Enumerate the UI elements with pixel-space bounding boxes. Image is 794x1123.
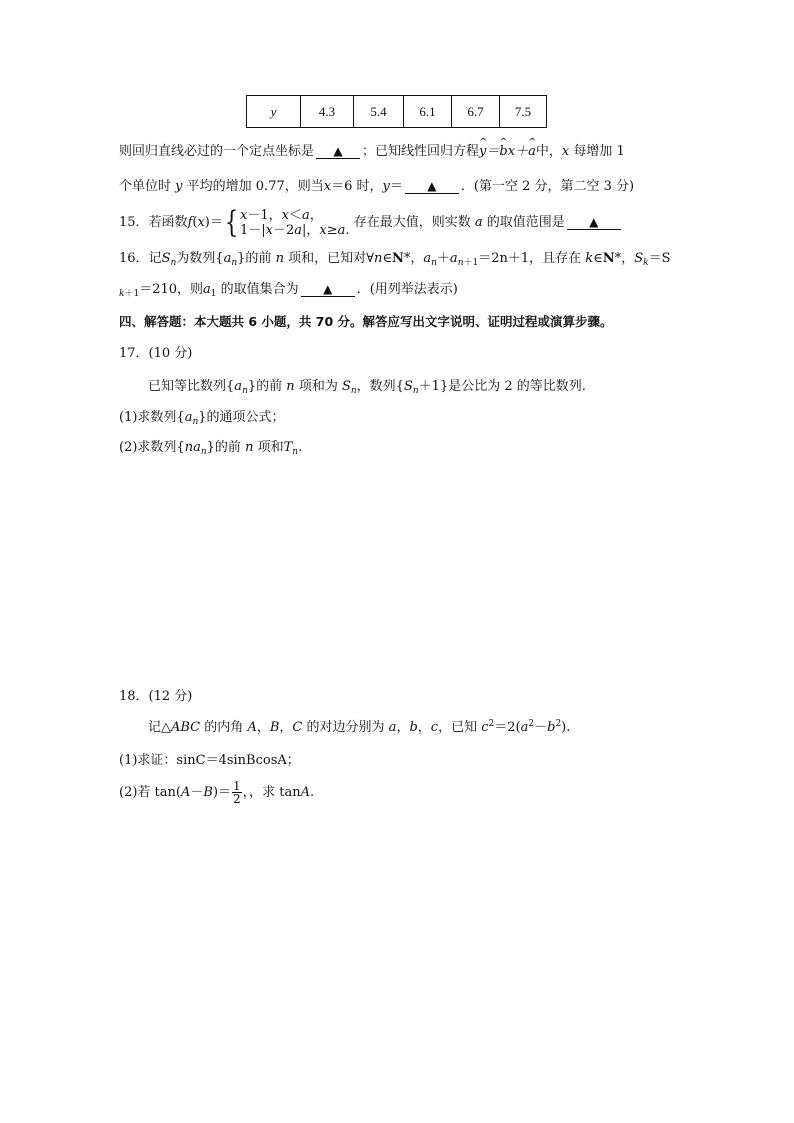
table-row: [247, 96, 547, 128]
answer-blank: [567, 215, 621, 230]
q14-text: ＝6 时，: [331, 179, 383, 194]
q18-text: 记△: [148, 720, 171, 735]
q17-text: 的通项公式；: [206, 410, 285, 425]
q17-text: 项和为: [298, 379, 338, 394]
q14-text: 则回归直线必过的一个定点坐标是: [119, 144, 315, 159]
q16-text: ，: [621, 251, 635, 266]
q15-text: 的取值范围是: [486, 215, 565, 230]
q17-text: 是公比为 2 的等比数列.: [448, 379, 586, 394]
table-cell: 5.4: [354, 96, 404, 128]
q16-text: 的取值集合为: [220, 282, 299, 297]
q18-stem: 记△ABC 的内角 A，B，C 的对边分别为 a，b，c，已知 $c^2=2(a^2-b^2)$.: [148, 719, 571, 735]
q16-text: ＝2n＋1，且存在: [478, 251, 582, 266]
q17-text: (2)求数列: [119, 440, 177, 455]
q14-text: ；已知线性回归方程: [362, 144, 480, 159]
answer-blank: [405, 179, 459, 194]
table-cell: 6.1: [404, 96, 452, 128]
blank-mark: ▲: [589, 215, 599, 229]
question-number: 16．: [119, 251, 149, 266]
fraction-one-half: $\frac{1}{2}$: [233, 779, 241, 806]
q18-text: 的内角: [204, 720, 244, 735]
table-cell: 4.3: [301, 96, 354, 128]
q16-line1: 16．记$S_n$为数列$\{a_n\}$的前 n 项和，已知对∀n∈N*，$a_n+a_{n+1}=2n+1$，且存在 k∈N*，$S_k=S$: [119, 251, 671, 268]
q15-line: 15．若函数f(x)＝{ x－1，x＜a， 1－|x－2a|，x≥a. 存在最大值，则实数 a 的取值范围是 ▲: [119, 206, 623, 240]
q14-text: 平均的增加 0.77，则当: [186, 179, 324, 194]
section-heading: 四、解答题：本大题共 6 小题，共 70 分。解答应写出文字说明、证明过程或演算步骤。: [119, 314, 613, 329]
answer-blank: [316, 144, 360, 159]
q14-text: 中，: [535, 144, 562, 159]
q18-header: 18．(12 分): [119, 689, 193, 704]
q16-text: ．(用列举法表示): [356, 282, 458, 297]
q16-text: ，: [410, 251, 424, 266]
q14-text: 个单位时: [119, 179, 172, 194]
q18-part1: (1)求证：sinC＝4sinBcosA；: [119, 753, 300, 768]
q16-text: ∈: [593, 251, 603, 266]
q15-text: 若函数: [148, 215, 188, 230]
blank-mark: ▲: [323, 282, 333, 296]
table-cell: 6.7: [452, 96, 500, 128]
q18-text: (2)若 tan(: [119, 785, 181, 800]
q14-text: ．(第一空 2 分，第二空 3 分): [460, 179, 635, 194]
q16-text: 记: [148, 251, 162, 266]
q17-header: 17．(10 分): [119, 346, 193, 361]
data-table: [246, 95, 547, 128]
blank-mark: ▲: [427, 179, 437, 193]
q17-text: 已知等比数列: [148, 379, 227, 394]
q17-text: 的前: [214, 440, 241, 455]
q18-part2: (2)若 tan(A－B)＝ $\frac{1}{2}$ ，，求 tanA.: [119, 779, 315, 806]
table-cell: y: [247, 96, 301, 128]
q17-text: ，数列: [356, 379, 396, 394]
table-cell: 7.5: [500, 96, 547, 128]
q16-text: ∈: [382, 251, 392, 266]
answer-blank: [301, 282, 355, 297]
formula: ^ y＝^ bx＋^ a: [479, 144, 536, 159]
piecewise-function: x－1，x＜a， 1－|x－2a|，x≥a.: [239, 207, 350, 238]
q17-stem: 已知等比数列$\{a_n\}$的前 n 项和为 $S_n$，数列$\{S_n+1\}$是公比为 2 的等比数列.: [148, 379, 586, 396]
q18-text: ，求 tan: [249, 785, 301, 800]
q14-text: 每增加 1: [573, 144, 625, 159]
q16-text: ＝S: [648, 251, 671, 266]
q17-text: 的前: [256, 379, 283, 394]
question-number: 15．: [119, 215, 149, 230]
q16-text: 的前: [245, 251, 272, 266]
q17-text: (1)求数列: [119, 410, 177, 425]
q15-text: 存在最大值，则实数: [353, 215, 471, 230]
q14-line1: 则回归直线必过的一个定点坐标是 ▲ ；已知线性回归方程^ y＝^ bx＋^ a中，x 每增加 1: [119, 143, 625, 161]
q16-text: ＝210，则: [139, 282, 204, 297]
q14-line2: 个单位时 y 平均的增加 0.77，则当x＝6 时，y＝ ▲ ．(第一空 2 分，第二空 3 分): [119, 179, 635, 194]
q16-text: 为数列: [176, 251, 216, 266]
q16-line2: $_{k+1}$＝210，则$a_1$ 的取值集合为 ▲ ．(用列举法表示): [119, 282, 458, 299]
q17-part2: (2)求数列$\{na_n\}$的前 n 项和$T_n$.: [119, 440, 303, 457]
blank-mark: ▲: [333, 144, 343, 158]
q17-part1: (1)求数列$\{a_n\}$的通项公式；: [119, 410, 285, 427]
q18-text: 的对边分别为: [306, 720, 385, 735]
q18-text: ，已知: [438, 720, 478, 735]
q16-text: 项和，已知对∀: [288, 251, 374, 266]
q17-text: 项和: [257, 440, 284, 455]
